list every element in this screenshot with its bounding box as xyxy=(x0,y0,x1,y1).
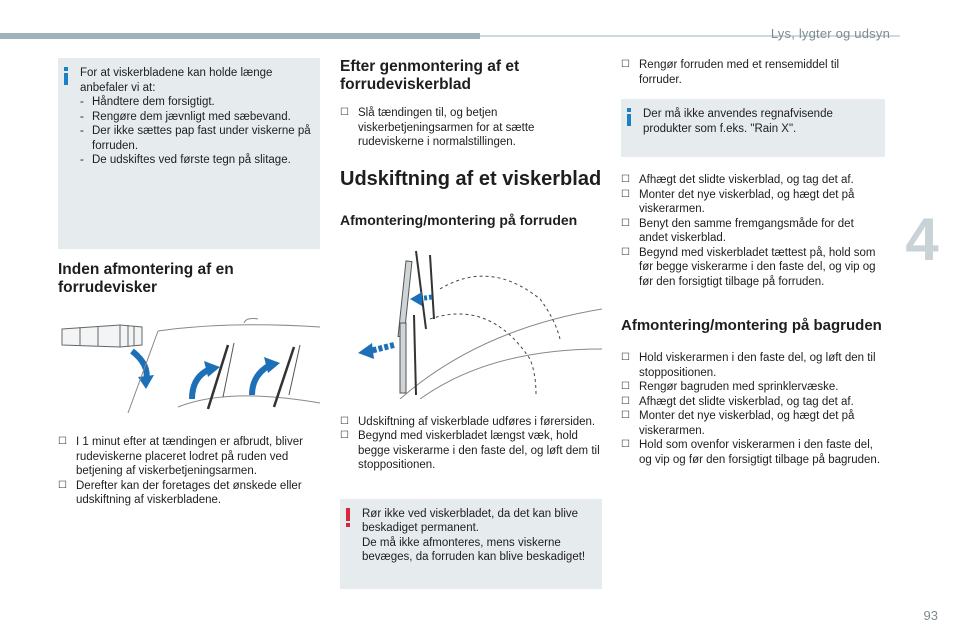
list-item: ☐ Begynd med viskerbladet tættest på, hold som før begge viskerarme i den faste del, og vip og før den forsigtigt tilbage på forruden. xyxy=(621,246,876,288)
column-right xyxy=(621,58,885,467)
checkbox-bullet-icon: ☐ xyxy=(58,479,67,491)
list-item: - Rengøre dem jævnligt med sæbevand. xyxy=(80,110,312,125)
sub-heading: Afmontering/montering på forruden xyxy=(340,211,578,228)
info-box-care xyxy=(58,58,320,249)
warning-icon xyxy=(346,508,350,528)
page-number: 93 xyxy=(923,608,938,623)
warning-box xyxy=(340,499,602,589)
info-intro: For at viskerbladene kan holde længe anbefaler vi at: xyxy=(80,67,273,94)
checkbox-bullet-icon: ☐ xyxy=(621,246,630,258)
steps-after-refit xyxy=(340,106,602,150)
steps-windscreen xyxy=(340,415,602,473)
warning-text: Rør ikke ved viskerbladet, da det kan blive beskadiget permanent. xyxy=(362,507,579,534)
column-left xyxy=(58,58,320,508)
checkbox-bullet-icon: ☐ xyxy=(621,395,630,407)
main-heading: Udskiftning af et viskerblad xyxy=(340,167,602,190)
column-middle xyxy=(340,58,602,589)
list-item: ☐ Hold viskerarmen i den faste del, og løft den til stoppositionen. xyxy=(621,352,876,379)
checkbox-bullet-icon: ☐ xyxy=(340,415,349,427)
checkbox-bullet-icon: ☐ xyxy=(621,381,630,392)
info-text: Der må ikke anvendes regnafvisende produkter som f.eks. "Rain X". xyxy=(643,108,833,135)
list-item: - Håndtere dem forsigtigt. xyxy=(80,95,312,110)
steps-rear xyxy=(621,351,885,467)
info-icon xyxy=(627,108,631,126)
list-item: ☐ Udskiftning af viskerblade udføres i førersiden. xyxy=(340,415,596,428)
section-heading: Afmontering/montering på bagruden xyxy=(621,317,882,334)
blade-removal-illustration xyxy=(340,249,602,399)
list-item: ☐ Hold som ovenfor viskerarmen i den faste del, og vip og før den forsigtigt tilbage på bagruden. xyxy=(621,439,881,466)
list-item: - Der ikke sættes pap fast under viskerne på forruden. xyxy=(80,124,312,153)
checkbox-bullet-icon: ☐ xyxy=(340,107,349,118)
checkbox-bullet-icon: ☐ xyxy=(58,436,67,447)
checkbox-bullet-icon: ☐ xyxy=(621,59,630,70)
steps-replace xyxy=(621,173,885,289)
section-heading: Inden afmontering af en forrudevisker xyxy=(58,261,234,296)
windscreen-illustration xyxy=(58,317,320,417)
checkbox-bullet-icon: ☐ xyxy=(621,410,630,421)
care-list xyxy=(80,95,312,168)
checkbox-bullet-icon: ☐ xyxy=(621,217,630,229)
checkbox-bullet-icon: ☐ xyxy=(621,188,630,200)
header-rule xyxy=(0,33,480,39)
chapter-number: 4 xyxy=(905,206,939,273)
checkbox-bullet-icon: ☐ xyxy=(621,352,630,363)
checkbox-bullet-icon: ☐ xyxy=(621,174,630,185)
wiper-stalk-icon xyxy=(62,325,142,347)
list-item: ☐ Begynd med viskerbladet længst væk, hold begge viskerarme i den faste del, og løft dem til stoppositionen. xyxy=(340,430,600,471)
list-item: ☐ Afhægt det slidte viskerblad, og tag det af. xyxy=(621,174,854,186)
list-item: ☐ Benyt den samme fremgangsmåde for det andet viskerblad. xyxy=(621,217,854,244)
list-item: ☐ Monter det nye viskerblad, og hægt det på viskerarmen. xyxy=(621,188,855,215)
list-item: ☐ Rengør forruden med et rensemiddel til forruder. xyxy=(621,59,840,86)
section-heading: Efter genmontering af et forrudeviskerblad xyxy=(340,58,520,93)
list-item: ☐ Afhægt det slidte viskerblad, og tag det af. xyxy=(621,395,854,408)
steps-clean xyxy=(621,58,885,87)
list-item: ☐ Derefter kan der foretages det ønskede eller udskiftning af viskerbladene. xyxy=(58,479,302,506)
steps-before-removal xyxy=(58,435,320,508)
checkbox-bullet-icon: ☐ xyxy=(621,439,630,450)
detach-arrow-icon xyxy=(370,345,394,351)
list-item: ☐ Monter det nye viskerblad, og hægt det på viskerarmen. xyxy=(621,410,855,437)
wiper-blade xyxy=(208,345,228,409)
info-box-products xyxy=(621,99,885,157)
info-icon xyxy=(64,67,68,85)
checkbox-bullet-icon: ☐ xyxy=(340,430,349,441)
wiper-blade xyxy=(400,323,406,393)
list-item: ☐ Rengør bagruden med sprinklervæske. xyxy=(621,381,839,393)
chapter-title: Lys, lygter og udsyn xyxy=(770,26,890,41)
warning-text: De må ikke afmonteres, mens viskerne bevæges, da forruden kan blive beskadiget! xyxy=(362,536,586,563)
list-item: - De udskiftes ved første tegn på slitage. xyxy=(80,153,312,168)
list-item: ☐ I 1 minut efter at tændingen er afbrudt, bliver rudeviskerne placeret lodret på ruden ved betjening af viskerbetjeningsarmen. xyxy=(58,436,303,477)
list-item: ☐ Slå tændingen til, og betjen viskerbetjeningsarmen for at sætte rudeviskerne i normalstillingen. xyxy=(340,107,535,148)
